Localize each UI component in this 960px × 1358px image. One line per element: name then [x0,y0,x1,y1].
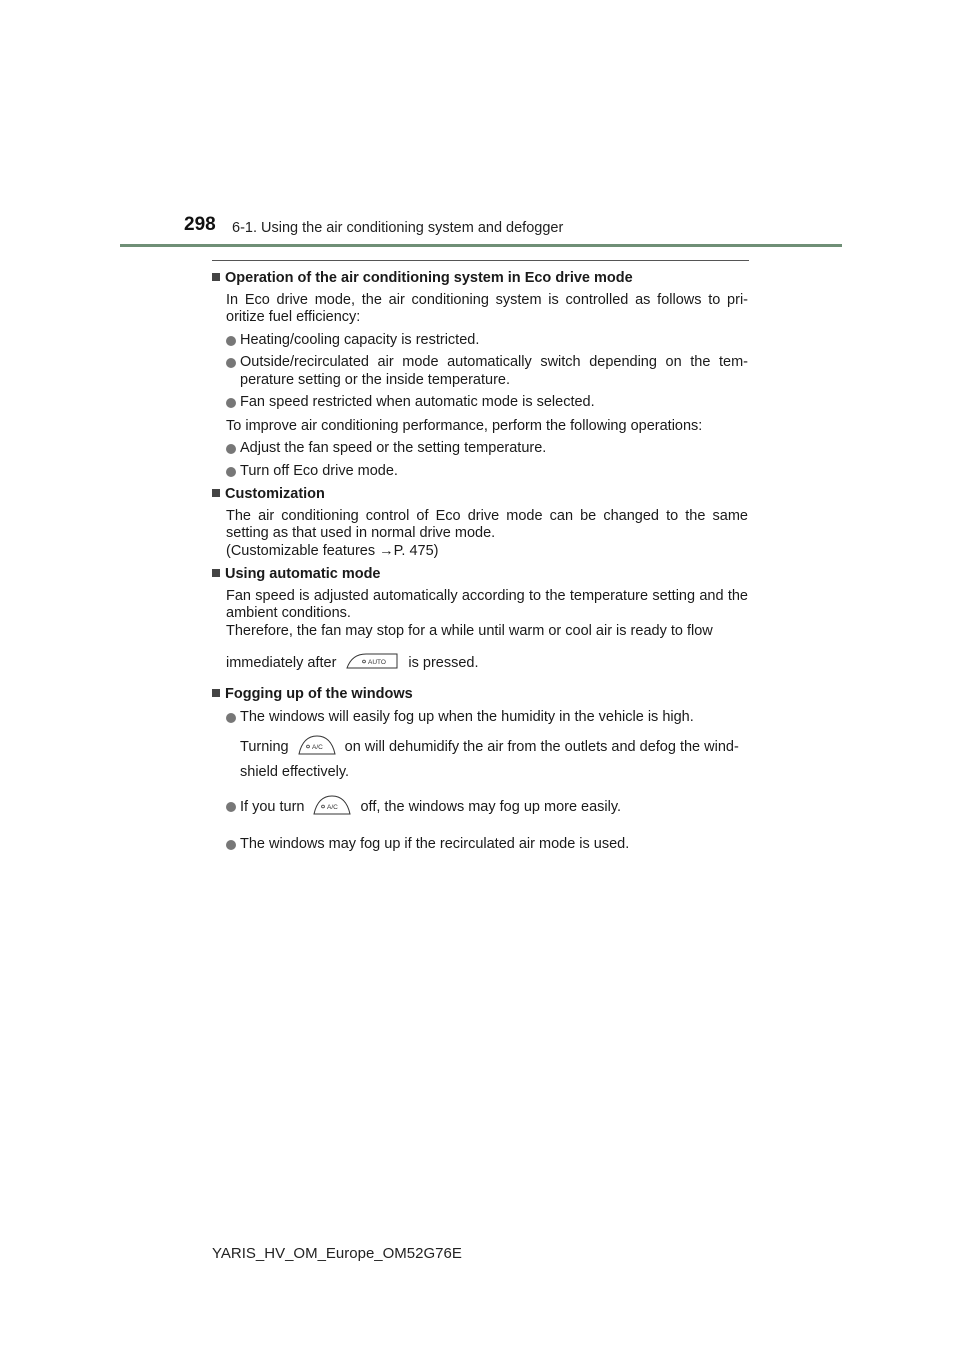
square-bullet-icon [212,689,220,697]
list-item: Fan speed restricted when automatic mode is selected. [226,394,748,412]
content-rule [212,260,749,261]
arrow-right-icon: → [379,542,394,559]
auto-text-1: Fan speed is adjusted automatically according to the temperature setting and the ambient conditions. [226,587,748,621]
circle-bullet-icon [226,840,236,850]
circle-bullet-icon [226,444,236,454]
header-rule [120,244,842,247]
fog-heading: Fogging up of the windows [212,686,748,704]
auto-text-2: Therefore, the fan may stop for a while until warm or cool air is ready to flow [226,622,713,639]
custom-reference: (Customizable features →P. 475) [226,542,439,559]
auto-heading: Using automatic mode [212,566,748,584]
ac-button-icon [297,734,337,756]
circle-bullet-icon [226,802,236,812]
list-item: Heating/cooling capacity is restricted. [226,332,748,350]
auto-button-label: AUTO [368,659,387,667]
list-item: Outside/recirculated air mode automatically switch depending on the tem-perature setting or the inside temperature. [226,354,748,389]
eco-improve: To improve air conditioning performance, perform the following operations: [226,417,703,434]
ac-button-label: A/C [311,744,323,752]
square-bullet-icon [212,569,220,577]
ac-button-icon [312,794,352,816]
section-title: 6-1. Using the air conditioning system and defogger [232,220,564,236]
list-item: The windows may fog up if the recirculated air mode is used. [226,836,748,854]
list-item: Adjust the fan speed or the setting temperature. [226,440,748,458]
eco-heading: Operation of the air conditioning system in Eco drive mode [212,270,748,288]
eco-intro: In Eco drive mode, the air conditioning system is controlled as follows to pri-oritize fuel efficiency: [226,291,748,325]
ac-button-label: A/C [327,803,339,811]
list-item: The windows will easily fog up when the humidity in the vehicle is high. Turning A/C on will dehumidify the air from the outlets and defog the wind- shield effectively. [226,709,748,782]
page-link[interactable]: P. 475) [393,542,439,559]
square-bullet-icon [212,273,220,281]
auto-text-3: immediately after AUTO is pressed. [226,646,748,680]
list-item: Turn off Eco drive mode. [226,463,748,481]
circle-bullet-icon [226,398,236,408]
circle-bullet-icon [226,336,236,346]
circle-bullet-icon [226,358,236,368]
custom-heading: Customization [212,486,748,504]
custom-text: The air conditioning control of Eco drive mode can be changed to the same setting as that used in normal drive mode. [226,507,748,541]
page-number: 298 [184,214,216,235]
auto-button-icon [344,652,400,670]
page-content [212,266,748,853]
circle-bullet-icon [226,713,236,723]
list-item: If you turn A/C off, the windows may fog up more easily. [226,790,748,824]
circle-bullet-icon [226,467,236,477]
document-id: YARIS_HV_OM_Europe_OM52G76E [212,1245,462,1262]
square-bullet-icon [212,489,220,497]
